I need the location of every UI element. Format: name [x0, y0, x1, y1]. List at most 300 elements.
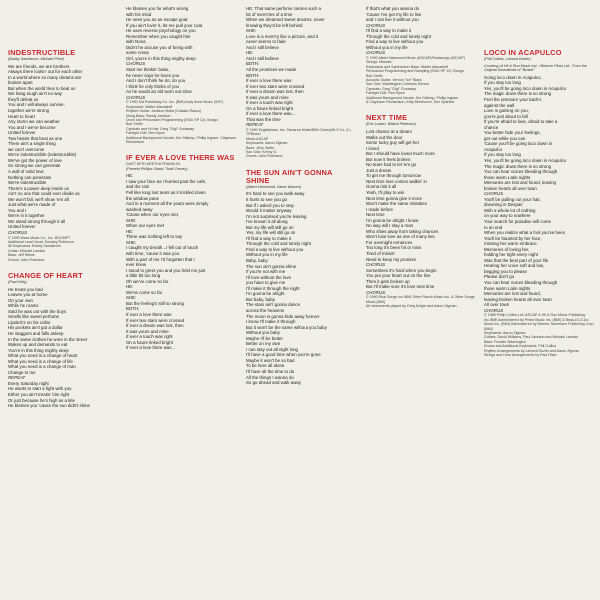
lyric-line: Additional Background Vocals: Jim Gilstrap, Phillip Ingram — [366, 95, 459, 100]
lyric-line: If you ain't lovin' it, let me pull your coat — [126, 22, 203, 28]
lyric-line: Additional Background Vocals: Jim Gilstrap, Phillip Ingram, Claytoven Richardson — [126, 135, 237, 144]
lyrics-block — [366, 129, 478, 309]
lyric-line: Better on my own — [246, 341, 281, 347]
lyric-line: Love is gaining on you, — [484, 108, 529, 114]
lyric-line: I'm gonna be alright — [246, 291, 285, 297]
lyric-line: together we're strong — [8, 107, 50, 113]
lyric-line: CHORUS — [366, 289, 386, 295]
lyric-line: holding her tight every night — [484, 252, 538, 258]
lyric-line: get out while you can — [484, 135, 526, 141]
lyric-line: So go ahead and walk away — [246, 380, 301, 386]
lyric-line: You'll be haunted by her face, — [484, 235, 542, 241]
lyric-line: And I still believe — [246, 44, 279, 50]
lyric-line: BOTH: — [126, 306, 140, 312]
lyric-line: ever knew — [126, 262, 147, 268]
lyric-line: Percussion Programming and Sampling (EMU SP 12): Bongo — [366, 69, 464, 74]
lyric-line: HE: — [246, 50, 254, 56]
lyric-line: United forever — [8, 224, 36, 230]
lyric-line: Rhythm Guitar: Jackson Molla (Cataldo Rassu) — [126, 109, 201, 114]
lyric-line: I can stay out all night long — [246, 346, 298, 352]
lyric-line: He wants to start a fight with you — [8, 386, 72, 392]
lyric-line: some creep — [126, 50, 149, 56]
column-2 — [126, 6, 238, 351]
lyric-line: It hurts to see you go — [246, 197, 288, 203]
lyric-line: But it won't be the same without you baby — [246, 324, 327, 330]
lyric-line: Who shies away from taking chances — [366, 228, 439, 234]
lyrics-block — [126, 173, 238, 351]
lyric-line: Strings: Melodic — [366, 60, 392, 65]
lyric-line: A wall of solid love — [8, 168, 44, 174]
lyric-line: Need to keep my promise — [366, 256, 417, 262]
song-title-loco-in-acapulco: LOCO IN ACAPULCO — [484, 48, 562, 57]
lyric-line: across the heavens — [246, 307, 285, 313]
lyric-line: Find a way to live without you — [366, 39, 424, 45]
lyric-line: & Claytoven Richardson, Kitty Beethoven, Sue Sparkes — [366, 99, 455, 104]
lyric-line: broken hearts all over town — [484, 185, 537, 191]
lyric-line: His pockets ain't got a dollar — [8, 325, 63, 331]
lyric-line: We've got the power of love — [8, 157, 62, 163]
lyric-line: Nothing can penetrate — [8, 174, 52, 180]
lyric-line: I'll find a way to make it — [366, 28, 412, 34]
column-1 — [8, 6, 120, 409]
lyric-line: But if I asked you to stay — [246, 202, 294, 208]
lyric-line: Strings and Horn Arrangements by Paul Riser — [484, 352, 557, 357]
lyric-line: Guitar: Michael Landau — [8, 248, 46, 253]
lyric-line: There was nothing left to say — [126, 234, 183, 240]
lyric-line: The magic down there is so strong — [484, 163, 552, 169]
lyric-line: CHORUS — [366, 262, 386, 268]
lyric-line: 'Cause you'll be going loco down in — [484, 141, 553, 147]
lyric-line: Memories are lost and found, leaving — [484, 180, 556, 186]
lyric-line: Wakes up and demands to eat — [8, 342, 68, 348]
lyric-line: Cymbals: Greg "Gigi" Gonaway — [366, 86, 417, 91]
column-4 — [366, 6, 478, 309]
lyric-line: The moon is gonna hide away forever — [246, 313, 320, 319]
lyric-line: Next time love comes walkin' in — [366, 178, 427, 184]
lyric-line: I'll have a good time when you're gone — [246, 352, 321, 358]
song-title-if-ever-a-love-there-was: IF EVER A LOVE THERE WAS — [126, 153, 235, 163]
lyric-line: Additional Lead Vocal: Smokey Robinson — [8, 239, 74, 244]
lyric-line: Lipstick's on his collar — [8, 319, 51, 325]
lyric-line: never seems to fade — [246, 39, 286, 45]
lyric-line: United forever — [8, 130, 36, 136]
lyric-line: leaving broken hearts all over town — [484, 296, 552, 302]
songwriters: (Eric Lowen, Willard Peterson) — [366, 122, 416, 127]
lyric-line: Through the cold and lonely night — [366, 33, 431, 39]
lyric-line: those warm Latin nights — [484, 285, 531, 291]
lyric-line: When you realize what a fool you've been — [484, 230, 566, 236]
lyric-line: Walks out the door — [366, 134, 403, 140]
lyric-line: Feel the pressure your back's — [484, 96, 542, 102]
lyric-line: Oh we've come so far — [126, 278, 169, 284]
song-title-indestructible: INDESTRUCTIBLE — [8, 48, 76, 57]
lyric-line: Bob Smith — [366, 73, 383, 78]
lyric-line: chance — [484, 124, 499, 130]
lyric-line: Just a dream — [366, 167, 392, 173]
lyric-line: As he would an old worn out shoe — [126, 89, 192, 95]
lyric-line: You and I will always survive, — [8, 102, 65, 108]
lyric-line: If ever two stars were crossed — [246, 83, 305, 89]
lyric-line: It was yours and mine — [126, 328, 169, 334]
lyric-line: You and I we've become — [8, 124, 56, 130]
lyric-line: and I can live it without you — [366, 17, 419, 23]
lyric-line: The magic down there is so strong — [484, 91, 552, 97]
source-credit: Courtesy of Hit & Run Music Ltd. / Beacon Films Ltd., From the Original Soundtrack of "Buster" — [484, 63, 587, 73]
lyric-line: You'll be pulling out your hair, — [484, 196, 541, 202]
lyric-line: Bass: Jerry Watts — [246, 145, 275, 150]
lyric-line: Your search for paradise will come — [484, 219, 551, 224]
lyric-line: I know I'll make it through — [246, 319, 296, 325]
lyric-line: Ain't no one that could ever divide us — [8, 191, 80, 197]
lyric-line: © 1990 Englishtown, Inc. Tamaran Music/BMI Cherry/MLS Co. (t.) TPBlues/ — [246, 128, 351, 137]
lyric-line: SHE: — [126, 239, 137, 245]
lyric-line: Memories of loving her, — [484, 246, 530, 252]
lyric-line: While he roams — [8, 303, 39, 309]
lyric-line: Please don't go — [484, 274, 515, 280]
lyric-line: He uses reverse psychology on you — [126, 28, 196, 34]
lyric-line: a little bit too long — [126, 273, 161, 279]
song-title-next-time: NEXT TIME — [366, 113, 408, 123]
lyric-line: Too long it's been hit or miss — [366, 245, 422, 251]
lyric-line: When we dreamed sweet dreams, never — [246, 17, 325, 23]
lyric-line: SHE: — [126, 295, 137, 301]
lyric-line: Moog Bass: Randy Jackson — [126, 113, 171, 118]
lyric-line: Without you baby — [246, 330, 280, 336]
lyric-line: HE: — [126, 228, 134, 234]
lyric-line: We are friends, we are brothers — [8, 63, 70, 69]
lyric-line: What you need is a change of life — [8, 358, 73, 364]
lyric-line: In a world where so many dreams are — [8, 74, 82, 80]
lyric-line: No tears had to let 'em go — [366, 162, 417, 168]
lyric-line: Drums and Additional Keyboards: Phil Collins — [484, 344, 557, 349]
lyric-line: Said he was out with the boys — [8, 308, 67, 314]
lyric-line: Was that the best part of your life — [484, 257, 549, 263]
lyric-line: With a part of me I'd forgotten that I — [126, 256, 195, 262]
lyric-line: to an end — [484, 224, 503, 230]
lyric-line: Any storm we can weather — [8, 119, 60, 125]
column-5 — [484, 6, 596, 357]
lyric-line: 'Cause when our eyes met, — [126, 212, 180, 218]
lyric-line: If you're afraid to love, afraid to take a — [484, 119, 558, 125]
lyric-line: You can hear voices bleeding through — [484, 169, 558, 175]
lyric-line: If ever a dream was lost, then — [126, 323, 184, 329]
lyric-line: Bob Smith — [126, 122, 143, 127]
lyric-line: Change to me — [8, 369, 36, 375]
lyric-line: On a future linked bright — [126, 339, 173, 345]
lyric-line: To get me through tomorrow — [366, 173, 421, 179]
lyric-line: Without you in my life — [246, 252, 288, 258]
lyric-line: I saw your face as I hurried past the cafe, — [126, 178, 207, 184]
lyric-line: you have to give me — [246, 280, 286, 286]
lyrics-block — [8, 287, 120, 409]
column-3 — [246, 6, 358, 386]
lyric-line: You and I — [8, 207, 27, 213]
lyric-line: and the rain — [126, 184, 150, 190]
lyric-line: Remember when you caught him — [126, 33, 191, 39]
lyric-line: REPEAT — [246, 122, 264, 128]
lyric-line: Didn't he accuse you of being with — [126, 44, 193, 50]
lyrics-block — [126, 6, 238, 144]
lyric-line: And in a moment all the years were simply — [126, 201, 209, 207]
lyric-line: With a whole lot of nothing — [484, 207, 536, 213]
lyrics-block — [484, 75, 596, 358]
lyric-line: There's a power deep inside us — [8, 185, 69, 191]
lyric-line: And I don't think he do; do you — [126, 78, 186, 84]
lyric-line: For overnight romances — [366, 239, 413, 245]
lyric-line: I'll have all the time to do — [246, 368, 295, 374]
lyric-line: He blames you for what's wrong — [126, 6, 189, 11]
lyric-line: the window pane — [126, 195, 159, 201]
lyric-line: Keyboards: Aaron Zigman — [484, 330, 526, 335]
lyric-line: Acapulco — [484, 146, 503, 152]
lyric-line: BOTH: — [246, 61, 260, 67]
lyric-line: 'Cause I've got my life to live — [366, 11, 422, 17]
lyric-line: with Nona — [126, 39, 146, 45]
lyric-line: I'll make it through the night — [246, 285, 300, 291]
lyric-line: Gonna risk it all — [366, 184, 397, 190]
lyric-line: But my life will still go on — [246, 224, 294, 230]
lyric-line: Drums: John Robinson — [8, 257, 45, 262]
lyric-line: Or just because he's high as a kite — [8, 397, 75, 403]
lyric-line: I've known it all along — [246, 219, 288, 225]
lyric-line: If you stay too long — [484, 80, 521, 86]
lyric-line: To be here all alone — [246, 363, 285, 369]
lyric-line: those warm Latin nights — [484, 174, 531, 180]
lyric-line: Music ASCAP — [246, 136, 269, 141]
lyric-line: Leaves you at home — [8, 292, 48, 298]
lyric-line: Fell like long lost tears as it trickled down — [126, 190, 206, 195]
lyric-line: You can hear voices bleeding through — [484, 280, 558, 286]
lyric-line: Sax Solo: Waddington Coleman Dennis — [366, 82, 429, 87]
lyric-line: Fairlight CMI: Ren Klyce — [366, 91, 405, 96]
lyric-line: Every Saturday night — [8, 380, 49, 386]
lyric-line: On a future linked bright — [246, 105, 293, 111]
lyric-line: Yes, you'll be going loco down in Acapulco — [484, 85, 567, 91]
lyric-line: I stood to greet you and you held me just — [126, 267, 206, 273]
lyric-line: Won't lose love as one of many lies — [366, 234, 435, 240]
lyric-line: Just what we're made of — [8, 202, 56, 208]
lyric-line: HE: — [126, 284, 134, 290]
lyric-line: What you need is a change of heart — [8, 353, 78, 359]
lyric-line: BOTH: — [246, 72, 260, 78]
lyric-line: Maybe I'll be better — [246, 335, 283, 341]
lyric-line: missing her warm embrace — [484, 241, 537, 247]
lyric-line: © 1990 Kid Publishing Co. Inc. (BMI)/Jody Anne Music (SNT) — [126, 100, 224, 105]
lyric-line: But baby, baby — [246, 296, 275, 302]
lyric-line: It's hard to see you walk away — [246, 191, 305, 197]
lyric-line: No way will I stay a man — [366, 223, 414, 229]
lyric-line: If ever a love there was — [126, 312, 172, 318]
lyric-line: CHORUS — [8, 230, 28, 235]
lyric-line: I think he only thinks of you — [126, 83, 179, 89]
song-title-change-of-heart: CHANGE OF HEART — [8, 270, 83, 280]
lyric-line: In the same clothes he wore in the street — [8, 336, 88, 342]
lyric-line: The sun ain't gonna shine — [246, 263, 297, 269]
lyric-line: © 1990 Wara Music Co., Inc. BS1/MPT — [8, 235, 71, 240]
lyric-line: If ever a dream was lost, then — [246, 89, 304, 95]
lyric-line: I caught my breath...I fell out of touch — [126, 245, 199, 251]
lyric-line: What you need is a change of man — [8, 364, 76, 370]
lyric-line: On your own — [8, 297, 33, 303]
lyric-line: Guitars: David Williams, Paul Jackson and Michael Landau — [484, 335, 578, 340]
lyric-line: He blames you 'cause the sun didn't shine — [8, 403, 90, 409]
song-title-the-sun-aint-gonna-shine: THE SUN AIN'T GONNA SHINE — [246, 167, 333, 185]
lyric-line: I made before — [366, 206, 394, 212]
lyric-line: Two hearts that beat as one — [8, 135, 63, 141]
lyric-line: But when the world tries to beat us — [8, 85, 76, 91]
lyric-line: SHE: — [126, 217, 137, 223]
lyric-line: The stars ain't gonna dance — [246, 302, 301, 308]
lyric-line: we can't overcome — [8, 146, 45, 152]
duet-credit: DUET WITH ARETHA FRANKLIN — [126, 162, 180, 167]
lyric-line: That was the time — [246, 116, 281, 122]
lyric-line: Next time gonna give it more — [366, 195, 422, 201]
lyric-line: CHORUS — [366, 22, 386, 28]
lyric-line: Heart to heart — [8, 113, 35, 119]
lyric-line: Would it matter anyway — [246, 208, 292, 214]
lyric-line: Fairlight CMI: Ren Klyce — [126, 131, 165, 136]
lyric-line: you're just about to fall — [484, 113, 528, 119]
lyric-line: I'll find a way to make it — [246, 235, 292, 241]
lyric-line: © 1990 Real Songs Inc./BMI Other Ranch Music Inc. & Other Songs Music (BMI) — [366, 295, 475, 304]
songwriters: (Bobby Sandstrom, Michael Price) — [8, 57, 64, 61]
lyric-line: We're indestructible — [8, 180, 47, 186]
lyric-line: If ever a touch was right — [246, 100, 293, 106]
lyric-line: I loved — [366, 145, 379, 151]
lyric-line: Then it gets broken up — [366, 278, 410, 284]
lyrics-block — [246, 6, 358, 159]
lyric-line: All the things I wanna do — [246, 374, 294, 380]
lyric-line: So strong we can generate — [8, 163, 61, 169]
lyric-line: Won't make the same mistakes — [366, 201, 427, 207]
lyric-line: HE: That same perfume carries such a — [246, 6, 322, 11]
lyric-line: And I still believe — [246, 55, 279, 61]
lyric-line: You better hide your feelings, — [484, 130, 541, 136]
lyric-line: We hang tough ain't no way — [8, 91, 62, 97]
lyric-line: I'm not surprised you're leaving — [246, 213, 307, 219]
lyric-line: Bass: Jeff Steele — [8, 253, 35, 258]
lyric-line: © 1990 Albert Hammond Music (ASCAP)/Realsongs (ASCAP) — [366, 55, 465, 60]
lyric-line: If that's what you wanna do — [366, 6, 420, 11]
lyric-line: Smells like sweet perfume — [8, 314, 59, 320]
lyrics-block — [8, 64, 120, 262]
lyric-line: If ever a love there was... — [246, 111, 296, 117]
songwriters: (Paul Kelly) — [8, 279, 27, 284]
lyric-line: lot of mem'ries of a time — [246, 11, 293, 17]
lyric-line: Going loco down in Acapulco, — [484, 74, 542, 80]
lyric-line: He staggers and falls asleep — [8, 330, 64, 336]
lyric-line: Acoustic Guitar: Vernon "Ice" Black — [366, 77, 422, 82]
lyric-line: All instruments played by Greg Knight and Aaron Zigman — [366, 304, 457, 309]
lyric-line: Keyboards: Aaron Zigman — [246, 141, 288, 146]
lyric-line: Love is a mem'ry like a picture, and it — [246, 33, 319, 39]
lyric-line: CHORUS — [126, 61, 146, 67]
lyrics-block — [366, 6, 478, 104]
lyric-line: Sometimes it's hard when you begin — [366, 267, 437, 273]
lyric-line: If ever two stars were crossed — [126, 317, 185, 323]
lyric-line: If you're not with me — [246, 269, 286, 275]
songwriters: (Phil Collins, Lamont Dozier) — [484, 57, 531, 61]
lyric-line: Through the cold and lonely night — [246, 241, 311, 247]
lyric-line: Keyboards: Walter Afanasieff — [126, 104, 173, 109]
lyric-line: He treats you bad — [8, 286, 43, 292]
lyric-line: I'm gonna be alright I know — [366, 217, 419, 223]
lyric-line: You put your heart out on the line — [366, 273, 431, 279]
lyric-line: Rhythm Arrangements by Lamont Dozier and Aaron Zigman — [484, 348, 580, 353]
lyric-line: begging you to please — [484, 268, 527, 274]
lyric-line: Keyboards and Synthesizer Bass: Walter Afanasieff — [366, 64, 448, 69]
lyric-line: Sax Solo: Kenny G. — [246, 150, 278, 155]
lyric-line: If you stay too long — [484, 152, 521, 158]
lyric-line: We won't fall, we'll show 'em all — [8, 196, 69, 202]
lyric-line: But the feeling's still so strong — [126, 300, 184, 306]
lyric-line: HE: — [126, 173, 134, 179]
lyric-line: CHORUS — [484, 191, 504, 197]
lyric-line: drowning in Despair — [484, 202, 523, 208]
lyric-line: Yes, my life will still go on — [246, 230, 296, 236]
lyric-line: Without you in my life — [366, 44, 408, 50]
lyric-line: against the wall — [484, 102, 515, 108]
lyric-line: I'll love without the love — [246, 274, 292, 280]
lyric-line: But I should have loved much more — [366, 151, 435, 157]
lyric-line: But I'll make sure it's love next time — [366, 284, 435, 290]
lyric-line: CHORUS — [484, 307, 504, 313]
lyric-line: All over town — [484, 302, 510, 308]
lyric-line: You're in this thing mighty deep — [8, 347, 69, 353]
lyric-line: Next time — [366, 212, 385, 218]
lyric-line: Cymbals and Hi Hat: Greg "Gigi" Gonaway — [126, 126, 195, 131]
lyric-line: Bass: Freddie Washington — [484, 339, 527, 344]
lyric-line: Tired of missin' — [366, 251, 396, 257]
lyric-line: Drum and Percussion Programming (EMU SP 12): Bongo — [126, 117, 218, 122]
lyric-line: he never says he loves you — [126, 72, 180, 78]
lyric-line: If ever a love there was — [246, 78, 292, 84]
lyric-line: with time, 'cause it was you — [126, 251, 180, 257]
lyric-line: Memories are lost and found, — [484, 291, 541, 297]
lyric-line: Drums: John Robinson — [246, 154, 283, 159]
lyric-line: Find a way to live without you — [246, 246, 304, 252]
lyric-line: knowing they'd be left behind — [246, 22, 303, 28]
lyric-line: on your way to nowhere — [484, 213, 531, 219]
lyric-line: We've come so far — [126, 289, 163, 295]
lyric-line: All Keyboards: Bobby Sandstrom — [8, 244, 61, 249]
lyric-line: Either you ain't treatin' him right — [8, 391, 70, 397]
lyric-line: Start me thinkin' babe, — [126, 67, 170, 73]
lyric-line: Hearing her voice soft and low, — [484, 263, 545, 269]
lyric-line: If ever a love there was... — [126, 345, 176, 351]
lyric-line: with his mind — [126, 11, 152, 17]
lyric-line: We stand strong through it all — [8, 218, 66, 224]
lyric-line: Yes, you'll be going loco down in Acapulco — [484, 157, 567, 163]
lyric-line: washed away — [126, 206, 153, 212]
lyric-line: CHORUS — [126, 94, 146, 100]
lyric-line: broken apart — [8, 80, 33, 86]
lyric-line: Baby, baby — [246, 258, 268, 264]
lyric-line: We're indestructible (indestructible) — [8, 152, 77, 158]
lyric-line: Yeah, I'll play to win — [366, 190, 405, 195]
lyric-line: Maybe it won't be so bad — [246, 357, 295, 363]
lyric-line: He sees you as an escape goat — [126, 17, 188, 23]
lyric-line: Some lucky guy will get her — [366, 140, 420, 146]
lyric-line: There ain't a single thing — [8, 141, 56, 147]
lyric-line: We're in it together — [8, 213, 45, 219]
lyric-line: REPEAT — [8, 375, 26, 381]
lyric-line: It was yours and mine — [246, 94, 289, 100]
songwriters: (Pamela Phillips Oland, Todd Cerney) — [126, 166, 188, 171]
lyric-line: But now it feels broken — [366, 156, 411, 162]
lyric-line: CHORUS — [366, 50, 386, 56]
lyric-line: When our eyes met — [126, 223, 165, 229]
